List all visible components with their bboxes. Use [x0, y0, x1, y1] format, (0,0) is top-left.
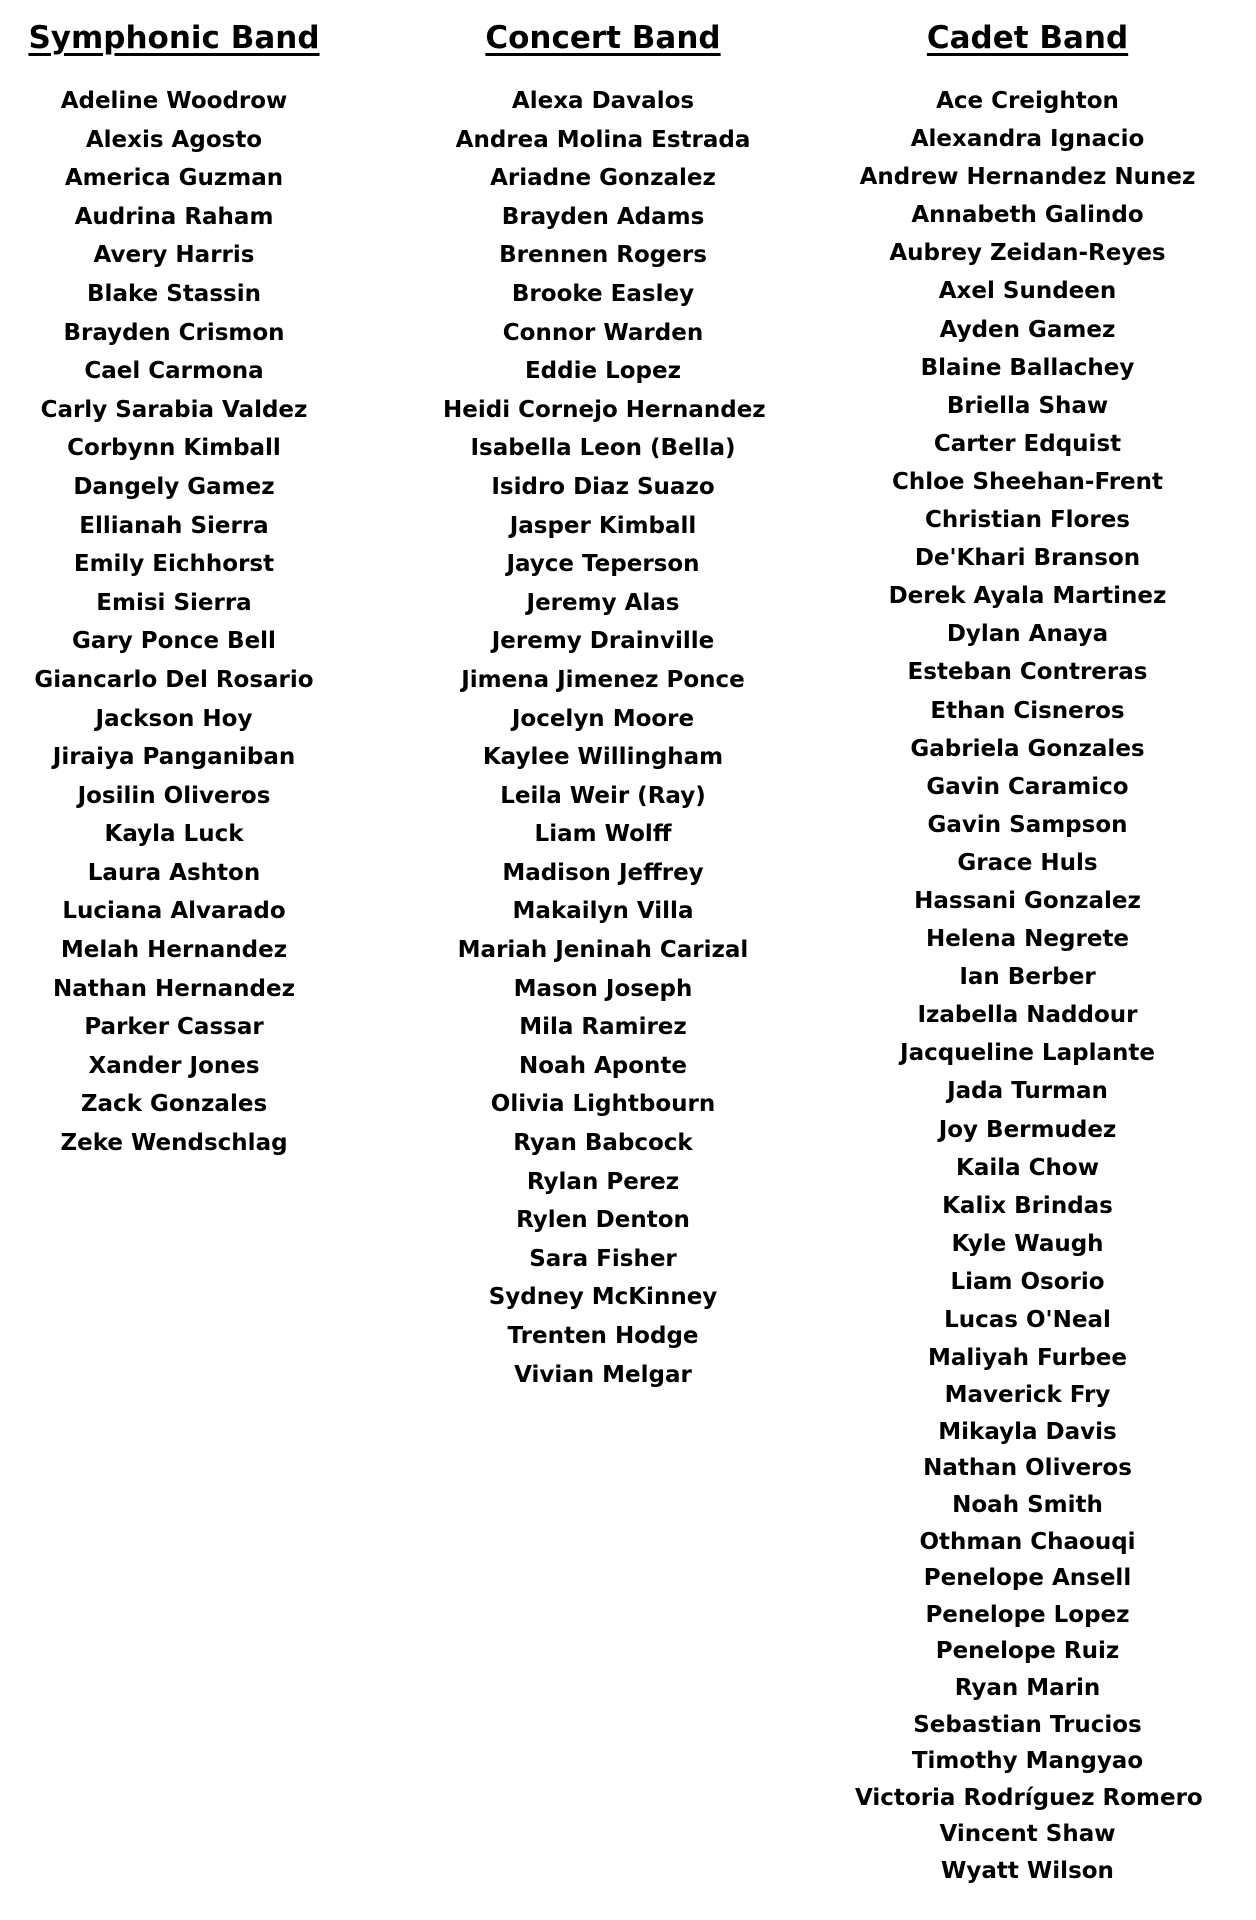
member-name: Giancarlo Del Rosario [34, 666, 314, 693]
member-name: Noah Aponte [519, 1052, 687, 1079]
member-name: Isidro Diaz Suazo [491, 473, 715, 500]
member-name: Maliyah Furbee [927, 1345, 1127, 1372]
member-name: Derek Ayala Martinez [888, 583, 1167, 610]
member-name: Makailyn Villa [512, 898, 694, 925]
member-name: Noah Smith [952, 1491, 1103, 1518]
member-name: Avery Harris [93, 242, 255, 269]
member-name: America Guzman [64, 165, 284, 192]
member-name: Jocelyn Moore [511, 705, 695, 732]
symphonic-band-list [24, 82, 324, 1163]
member-name: Connor Warden [502, 319, 704, 346]
member-name: Ariadne Gonzalez [490, 165, 716, 192]
member-name: Jada Turman [947, 1078, 1108, 1105]
member-name: Josilin Oliveros [77, 782, 271, 809]
member-name: Sara Fisher [529, 1245, 677, 1272]
member-name: Penelope Lopez [925, 1601, 1130, 1628]
member-name: Esteban Contreras [907, 659, 1148, 686]
cadet-band-list [855, 82, 1203, 1890]
member-name: Jacqueline Laplante [900, 1040, 1155, 1067]
concert-band-title: Concert Band [485, 20, 721, 56]
member-name: Dylan Anaya [946, 621, 1109, 648]
member-name: Mikayla Davis [938, 1418, 1117, 1445]
member-name: Mila Ramirez [519, 1014, 687, 1041]
member-name: Xander Jones [88, 1052, 260, 1079]
member-name: Nathan Hernandez [53, 975, 295, 1002]
member-name: Ellianah Sierra [79, 512, 269, 539]
member-name: Kaylee Willingham [482, 744, 724, 771]
member-name: Emily Eichhorst [73, 551, 275, 578]
member-name: Vivian Melgar [514, 1361, 692, 1388]
member-name: Blaine Ballachey [920, 354, 1135, 381]
member-name: Brooke Easley [511, 280, 695, 307]
member-name: Ian Berber [959, 964, 1096, 991]
member-name: Carly Sarabia Valdez [40, 396, 308, 423]
member-name: Timothy Mangyao [911, 1748, 1144, 1775]
member-name: Alexis Agosto [85, 126, 263, 153]
member-name: Adeline Woodrow [60, 88, 288, 114]
member-name: Kaila Chow [956, 1154, 1099, 1181]
member-name: Gavin Sampson [927, 811, 1128, 838]
member-name: Alexa Davalos [511, 88, 695, 114]
member-name: Leila Weir (Ray) [500, 782, 706, 809]
member-name: Kyle Waugh [951, 1230, 1104, 1257]
member-name: Zeke Wendschlag [60, 1130, 288, 1157]
member-name: Cael Carmona [84, 358, 264, 385]
member-name: Heidi Cornejo Hernandez [443, 396, 766, 423]
member-name: Liam Osorio [950, 1268, 1105, 1295]
member-name: Gavin Caramico [926, 773, 1129, 800]
member-name: Briella Shaw [946, 392, 1109, 419]
member-name: Brennen Rogers [499, 242, 707, 269]
member-name: Joy Bermudez [938, 1116, 1117, 1143]
concert-band-list [443, 82, 766, 1394]
member-name: Laura Ashton [87, 859, 261, 886]
cadet-band-title: Cadet Band [926, 20, 1129, 56]
member-name: Sebastian Trucios [913, 1711, 1142, 1738]
member-name: Grace Huls [957, 849, 1098, 876]
member-name: Gary Ponce Bell [72, 628, 276, 655]
member-name: Blake Stassin [87, 280, 261, 307]
member-name: Ayden Gamez [939, 316, 1116, 343]
member-name: Izabella Naddour [917, 1002, 1138, 1029]
member-name: Andrew Hernandez Nunez [859, 164, 1196, 191]
member-name: Zack Gonzales [80, 1091, 268, 1118]
member-name: Jimena Jimenez Ponce [461, 666, 745, 693]
cadet-band-column [855, 0, 1203, 1890]
member-name: Mariah Jeninah Carizal [457, 937, 749, 964]
member-name: Maverick Fry [944, 1382, 1111, 1409]
member-name: Trenten Hodge [507, 1323, 699, 1349]
member-name: De'Khari Branson [914, 545, 1141, 572]
member-name: Ryan Marin [954, 1674, 1101, 1701]
member-name: Axel Sundeen [938, 278, 1117, 305]
member-name: Hassani Gonzalez [914, 887, 1141, 914]
member-name: Olivia Lightbourn [490, 1091, 716, 1118]
member-name: Jeremy Alas [526, 589, 680, 616]
member-name: Penelope Ruiz [935, 1638, 1120, 1665]
member-name: Carter Edquist [933, 430, 1122, 457]
member-name: Brayden Adams [501, 203, 705, 230]
member-name: Vincent Shaw [939, 1821, 1116, 1848]
member-name: Andrea Molina Estrada [455, 126, 751, 153]
member-name: Nathan Oliveros [923, 1455, 1132, 1482]
member-name: Alexandra Ignacio [910, 126, 1145, 153]
member-name: Emisi Sierra [96, 589, 252, 616]
member-name: Christian Flores [925, 507, 1130, 534]
member-name: Brayden Crismon [63, 319, 285, 346]
member-name: Kayla Luck [104, 821, 244, 848]
member-name: Melah Hernandez [60, 937, 288, 964]
member-name: Jeremy Drainville [491, 628, 715, 655]
member-name: Aubrey Zeidan-Reyes [889, 240, 1166, 267]
concert-band-column [443, 0, 766, 1394]
member-name: Audrina Raham [74, 203, 274, 230]
symphonic-band-column [24, 0, 324, 1163]
member-name: Othman Chaouqi [919, 1528, 1136, 1555]
member-name: Jiraiya Panganiban [52, 744, 296, 771]
member-name: Ryan Babcock [513, 1130, 693, 1157]
member-name: Lucas O'Neal [944, 1307, 1111, 1333]
member-name: Eddie Lopez [524, 358, 682, 385]
member-name: Helena Negrete [925, 926, 1130, 953]
member-name: Rylan Perez [526, 1168, 680, 1195]
member-name: Ethan Cisneros [930, 697, 1125, 724]
member-name: Isabella Leon (Bella) [470, 435, 736, 462]
member-name: Jayce Teperson [506, 551, 700, 578]
member-name: Chloe Sheehan-Frent [891, 468, 1164, 495]
member-name: Parker Cassar [84, 1014, 264, 1041]
member-name: Kalix Brindas [942, 1192, 1113, 1219]
member-name: Dangely Gamez [73, 473, 275, 500]
member-name: Sydney McKinney [488, 1284, 718, 1311]
member-name: Mason Joseph [513, 975, 693, 1002]
member-name: Victoria Rodríguez Romero [855, 1784, 1203, 1811]
member-name: Rylen Denton [516, 1207, 690, 1234]
member-name: Penelope Ansell [923, 1565, 1132, 1592]
member-name: Ace Creighton [936, 88, 1119, 114]
member-name: Corbynn Kimball [67, 435, 281, 462]
symphonic-band-title: Symphonic Band [28, 20, 320, 56]
member-name: Luciana Alvarado [62, 898, 286, 925]
member-name: Jasper Kimball [509, 512, 697, 539]
member-name: Madison Jeffrey [502, 859, 704, 886]
member-name: Wyatt Wilson [941, 1857, 1114, 1884]
member-name: Annabeth Galindo [911, 202, 1144, 229]
member-name: Gabriela Gonzales [910, 735, 1145, 762]
member-name: Jackson Hoy [95, 705, 253, 732]
member-name: Liam Wolff [534, 821, 672, 848]
